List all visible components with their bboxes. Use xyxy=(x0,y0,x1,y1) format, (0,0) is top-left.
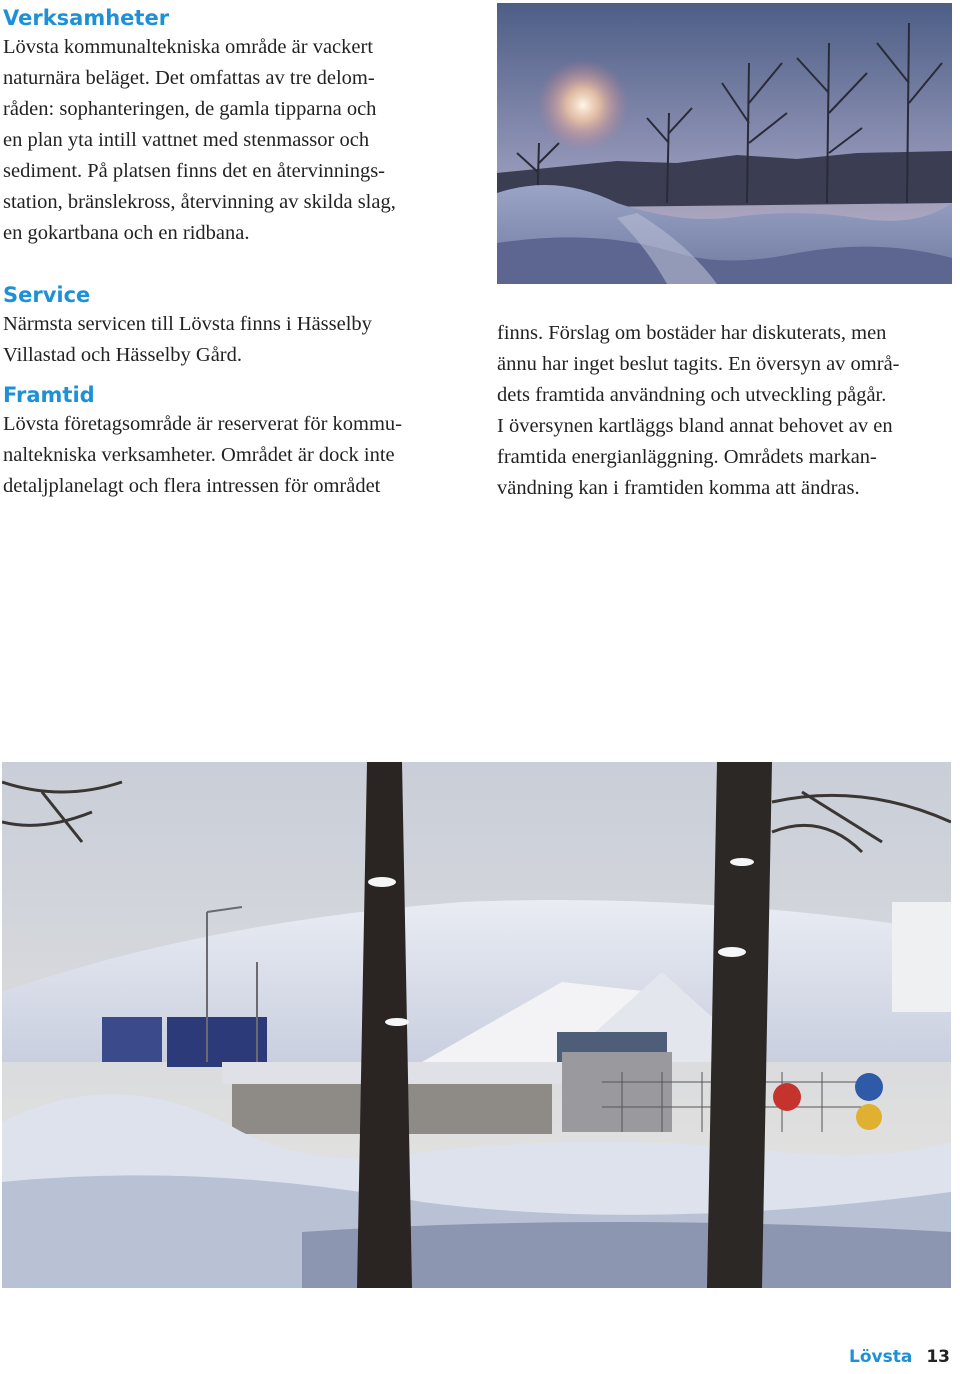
text-line: ännu har inget beslut tagits. En översyn av områ- xyxy=(497,353,900,375)
text-line: en plan yta intill vattnet med stenmassor och xyxy=(3,129,370,151)
paragraph-verksamheter xyxy=(3,32,458,249)
text-line: naturnära beläget. Det omfattas av tre delom- xyxy=(3,67,375,89)
text-line: vändning kan i framtiden komma att ändras. xyxy=(497,477,860,499)
paragraph-framtid xyxy=(3,409,458,502)
text-line: råden: sophanteringen, de gamla tipparna och xyxy=(3,98,377,120)
photo-winter-sunset xyxy=(497,3,952,284)
left-column xyxy=(3,4,458,502)
text-line: Villastad och Hässelby Gård. xyxy=(3,344,243,366)
heading-service: Service xyxy=(3,283,91,307)
text-line: finns. Förslag om bostäder har diskuterats, men xyxy=(497,322,887,344)
right-column xyxy=(497,318,952,504)
text-line: station, bränslekross, återvinning av skilda slag, xyxy=(3,191,396,213)
photo-recycling-station xyxy=(2,762,951,1288)
text-line: framtida energianläggning. Områdets markan- xyxy=(497,446,877,468)
heading-framtid: Framtid xyxy=(3,383,95,407)
paragraph-service xyxy=(3,309,458,371)
heading-verksamheter: Verksamheter xyxy=(3,6,170,30)
text-line: dets framtida användning och utveckling pågår. xyxy=(497,384,887,406)
text-line: detaljplanelagt och flera intressen för området xyxy=(3,475,381,497)
text-line: Lövsta kommunaltekniska område är vackert xyxy=(3,36,374,58)
text-line: sediment. På platsen finns det en återvinnings- xyxy=(3,160,386,182)
paragraph-framtid-continued xyxy=(497,318,952,504)
page-number: 13 xyxy=(926,1347,950,1367)
footer-place: Lövsta xyxy=(849,1347,913,1367)
text-line: naltekniska verksamheter. Området är dock inte xyxy=(3,444,395,466)
text-line: en gokartbana och en ridbana. xyxy=(3,222,250,244)
text-line: Närmsta servicen till Lövsta finns i Hässelby xyxy=(3,313,372,335)
page-footer xyxy=(849,1347,950,1367)
text-line: Lövsta företagsområde är reserverat för kommu- xyxy=(3,413,403,435)
text-line: I översynen kartläggs bland annat behovet av en xyxy=(497,415,893,437)
